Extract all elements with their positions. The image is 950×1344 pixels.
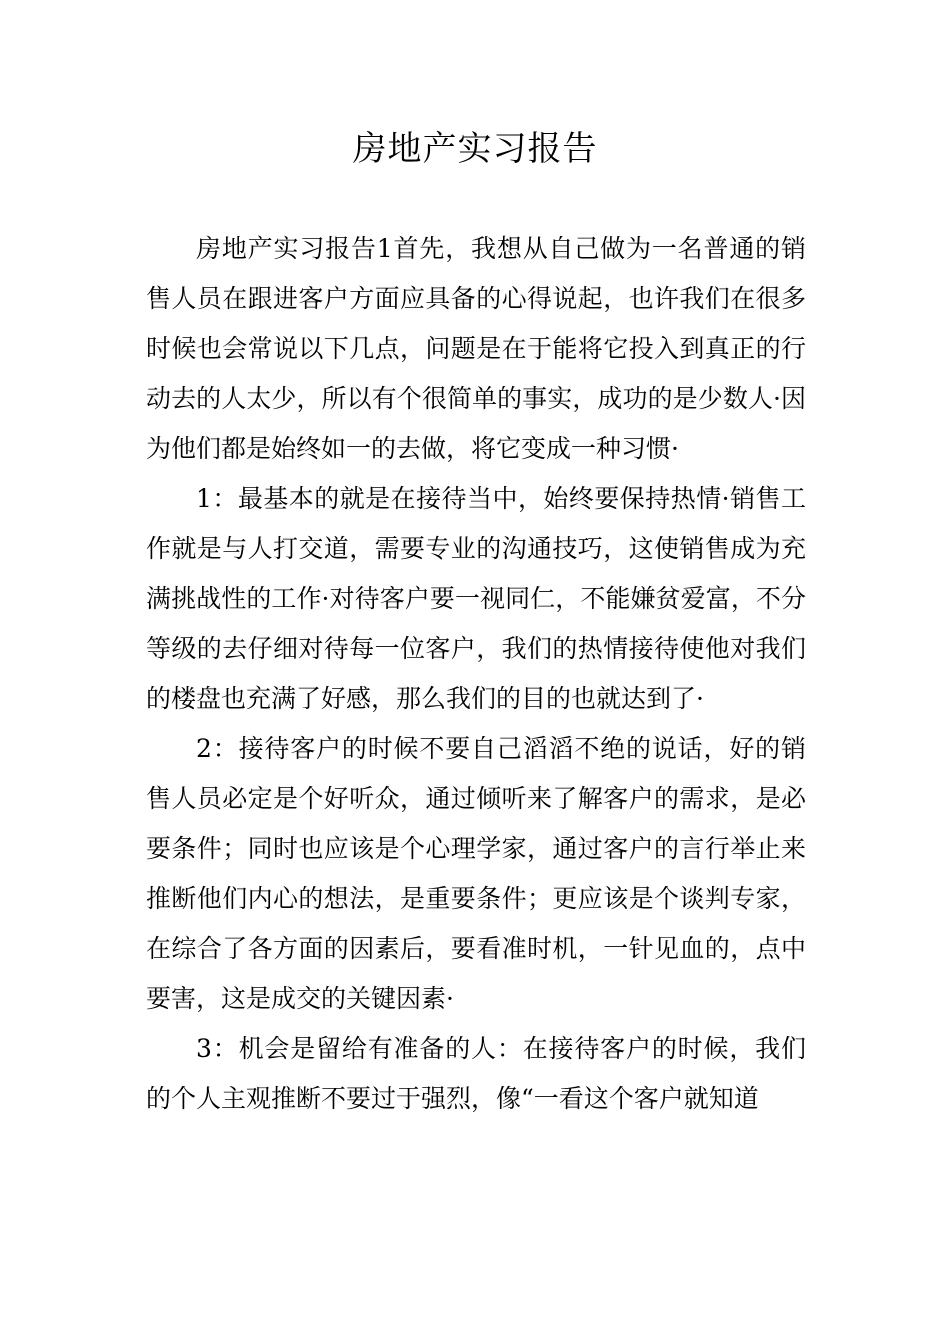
paragraph: 2：接待客户的时候不要自己滔滔不绝的说话，好的销售人员必定是个好听众，通过倾听来了解客户的需求，是必要条件；同时也应该是个心理学家，通过客户的言行举止来推断他们内心的想法，是重要条件；更应该是个谈判专家，在综合了各方面的因素后，要看准时机，一针见血的，点中要害，这是成交的关键因素· [146, 734, 806, 1013]
document-body [146, 224, 806, 1124]
document-title: 房地产实习报告 [352, 129, 598, 169]
paragraph: 3：机会是留给有准备的人：在接待客户的时候，我们的个人主观推断不要过于强烈，像“一看这个客户就知道 [146, 1034, 806, 1113]
paragraph: 1：最基本的就是在接待当中，始终要保持热情·销售工作就是与人打交道，需要专业的沟通技巧，这使销售成为充满挑战性的工作·对待客户要一视同仁，不能嫌贫爱富，不分等级的去仔细对待每一位客户，我们的热情接待使他对我们的楼盘也充满了好感，那么我们的目的也就达到了· [146, 484, 806, 713]
paragraph: 房地产实习报告1首先，我想从自己做为一名普通的销售人员在跟进客户方面应具备的心得说起，也许我们在很多时候也会常说以下几点，问题是在于能将它投入到真正的行动去的人太少，所以有个很简单的事实，成功的是少数人·因为他们都是始终如一的去做，将它变成一种习惯· [146, 234, 806, 463]
